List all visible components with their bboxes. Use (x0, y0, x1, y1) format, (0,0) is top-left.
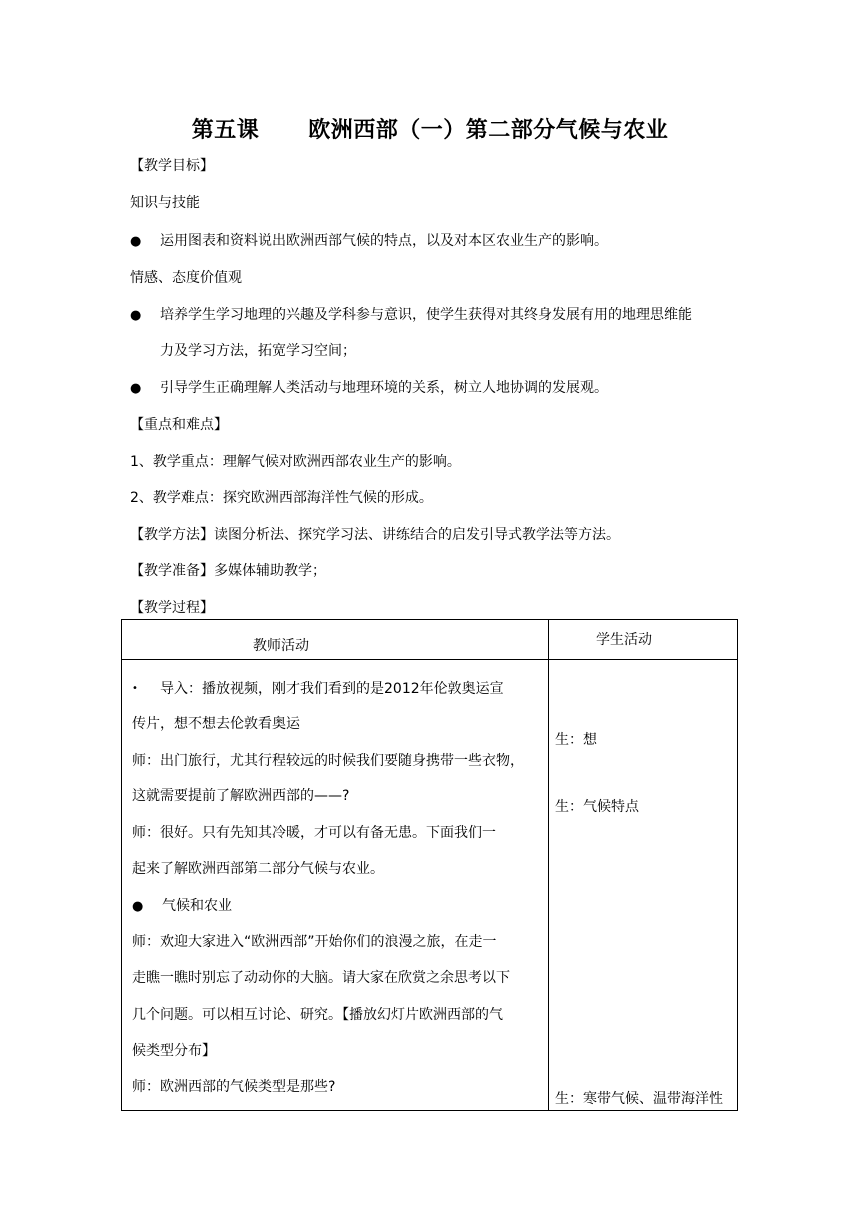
teacher-line (132, 679, 504, 699)
teacher-line: 师：出门旅行，尤其行程较远的时候我们要随身携带一些衣物， (132, 753, 524, 769)
key-heading: 【重点和难点】 (130, 417, 228, 433)
teacher-line: 师：很好。只有先知其冷暖，才可以有备无患。下面我们一 (132, 825, 496, 841)
student-line: 生：寒带气候、温带海洋性 (555, 1091, 723, 1107)
difficult-point: 2、教学难点：探究欧洲西部海洋性气候的形成。 (130, 490, 433, 506)
teacher-line: 师：欢迎大家进入“欧洲西部”开始你们的浪漫之旅，在走一 (132, 934, 497, 950)
emotion-bullet-item-1 (130, 305, 692, 326)
knowledge-bullet-item (130, 231, 608, 252)
emotion-heading: 情感、态度价值观 (130, 270, 242, 286)
student-line: 生：气候特点 (555, 799, 639, 815)
table-header-divider (122, 659, 737, 660)
teacher-line: 走瞧一瞧时别忘了动动你的大脑。请大家在欣赏之余思考以下 (132, 970, 510, 986)
knowledge-heading: 知识与技能 (130, 195, 200, 211)
teacher-line: 几个问题。可以相互讨论、研究。【播放幻灯片欧洲西部的气 (132, 1007, 503, 1023)
emotion-bullet-1-text: 培养学生学习地理的兴趣及学科参与意识，使学生获得对其终身发展有用的地理思维能 (160, 307, 692, 323)
teacher-line: 师：欧洲西部的气候类型是那些? (132, 1079, 336, 1095)
table-column-divider (548, 620, 549, 1110)
teacher-line: 候类型分布】 (132, 1043, 216, 1059)
bullet-icon: ● (130, 381, 142, 396)
teacher-line-text: 导入：播放视频，刚才我们看到的是2012年伦敦奥运宣 (160, 681, 504, 697)
teaching-method: 【教学方法】读图分析法、探究学习法、讲练结合的启发引导式教学法等方法。 (130, 527, 620, 543)
process-heading: 【教学过程】 (130, 600, 214, 616)
bullet-icon: ● (132, 899, 144, 914)
teacher-line-text: 气候和农业 (162, 898, 232, 914)
student-line: 生：想 (555, 732, 597, 748)
knowledge-bullet-text: 运用图表和资料说出欧洲西部气候的特点，以及对本区农业生产的影响。 (160, 233, 608, 249)
key-point: 1、教学重点：理解气候对欧洲西部农业生产的影响。 (130, 454, 461, 470)
teaching-process-table (121, 619, 738, 1111)
emotion-bullet-1-continuation: 力及学习方法，拓宽学习空间； (160, 343, 356, 359)
emotion-bullet-2-text: 引导学生正确理解人类活动与地理环境的关系，树立人地协调的发展观。 (160, 380, 608, 396)
teacher-line (132, 896, 232, 917)
teacher-line: 起来了解欧洲西部第二部分气候与农业。 (132, 861, 384, 877)
teaching-preparation: 【教学准备】多媒体辅助教学； (130, 563, 326, 579)
header-student-activity: 学生活动 (596, 632, 652, 648)
teacher-line: 这就需要提前了解欧洲西部的——? (132, 788, 350, 804)
bullet-icon: ● (130, 234, 142, 249)
page-title: 第五课 欧洲西部（一）第二部分气候与农业 (191, 118, 669, 143)
objectives-heading: 【教学目标】 (130, 158, 214, 174)
header-teacher-activity: 教师活动 (253, 638, 309, 654)
bullet-icon: ● (130, 308, 142, 323)
emotion-bullet-item-2 (130, 378, 608, 399)
teacher-line: 传片，想不想去伦敦看奥运 (132, 716, 300, 732)
small-bullet-icon: • (132, 683, 138, 694)
